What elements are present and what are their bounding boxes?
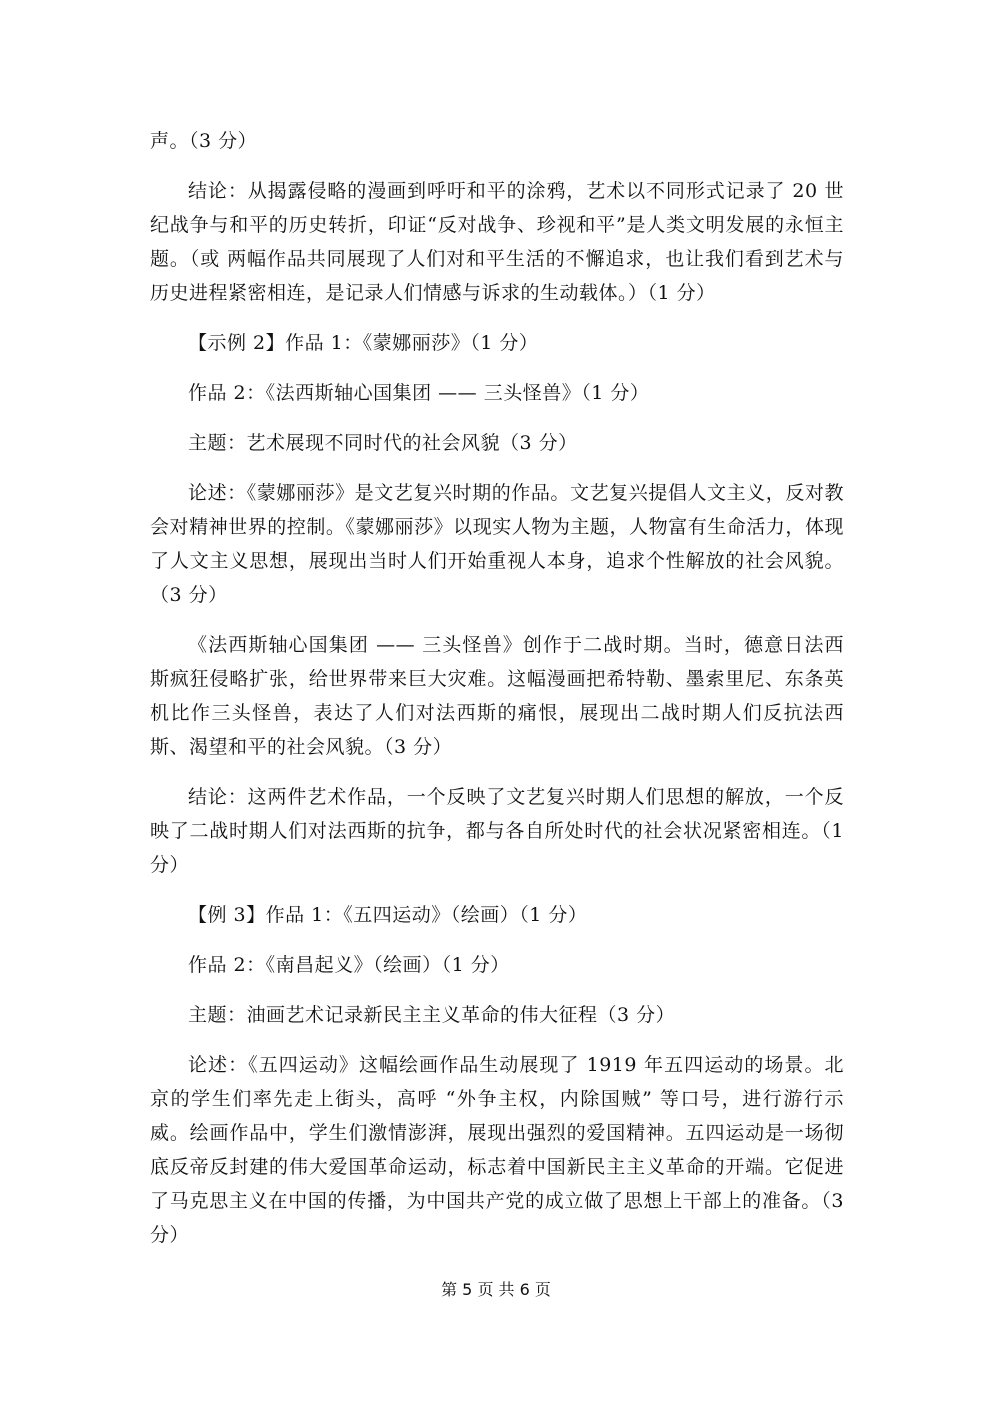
page-footer (0, 1280, 992, 1300)
page-body (150, 124, 844, 1268)
paragraph-example-2-theme: 主题：艺术展现不同时代的社会风貌（3 分） (188, 432, 578, 454)
paragraph-example-3-theme: 主题：油画艺术记录新民主主义革命的伟大征程（3 分） (188, 1004, 676, 1026)
paragraph-example-2-discussion-2: 《法西斯轴心国集团 —— 三头怪兽》创作于二战时期。当时，德意日法西斯疯狂侵略扩张，给世界带来巨大灾难。这幅漫画把希特勒、墨索里尼、东条英机比作三头怪兽，表达了人们对法西斯的痛恨，展现出二战时期人们反抗法西斯、渴望和平的社会风貌。（3 分） (150, 634, 844, 758)
paragraph-example-2-discussion-1: 论述：《蒙娜丽莎》是文艺复兴时期的作品。文艺复兴提倡人文主义，反对教会对精神世界的控制。《蒙娜丽莎》以现实人物为主题，人物富有生命活力，体现了人文主义思想，展现出当时人们开始重视人本身，追求个性解放的社会风貌。（3 分） (150, 482, 844, 606)
paragraph-example-3-discussion: 论述：《五四运动》这幅绘画作品生动展现了 1919 年五四运动的场景。北京的学生们率先走上街头，高呼 “外争主权，内除国贼” 等口号，进行游行示威。绘画作品中，学生们激情澎湃，展现出强烈的爱国精神。五四运动是一场彻底反帝反封建的伟大爱国革命运动，标志着中国新民主主义革命的开端。它促进了马克思主义在中国的传播，为中国共产党的成立做了思想上干部上的准备。（3 分） (150, 1054, 844, 1246)
paragraph-example-3-work-1: 【例 3】作品 1：《五四运动》（绘画）（1 分） (188, 904, 588, 926)
paragraph-continuation: 声。（3 分） (150, 130, 258, 152)
page-number: 第 5 页 共 6 页 (441, 1280, 551, 1299)
paragraph-example-2-work-1: 【示例 2】作品 1：《蒙娜丽莎》（1 分） (188, 332, 539, 354)
paragraph-example-3-work-2: 作品 2：《南昌起义》（绘画）（1 分） (188, 954, 510, 976)
paragraph-example-2-conclusion: 结论：这两件艺术作品，一个反映了文艺复兴时期人们思想的解放，一个反映了二战时期人们对法西斯的抗争，都与各自所处时代的社会状况紧密相连。（1 分） (150, 786, 844, 876)
paragraph-conclusion-1: 结论：从揭露侵略的漫画到呼吁和平的涂鸦，艺术以不同形式记录了 20 世纪战争与和平的历史转折，印证“反对战争、珍视和平”是人类文明发展的永恒主题。（或 两幅作品共同展现了人们对和平生活的不懈追求，也让我们看到艺术与历史进程紧密相连，是记录人们情感与诉求的生动载体。）（1 分） (150, 180, 844, 304)
paragraph-example-2-work-2: 作品 2：《法西斯轴心国集团 —— 三头怪兽》（1 分） (188, 382, 650, 404)
